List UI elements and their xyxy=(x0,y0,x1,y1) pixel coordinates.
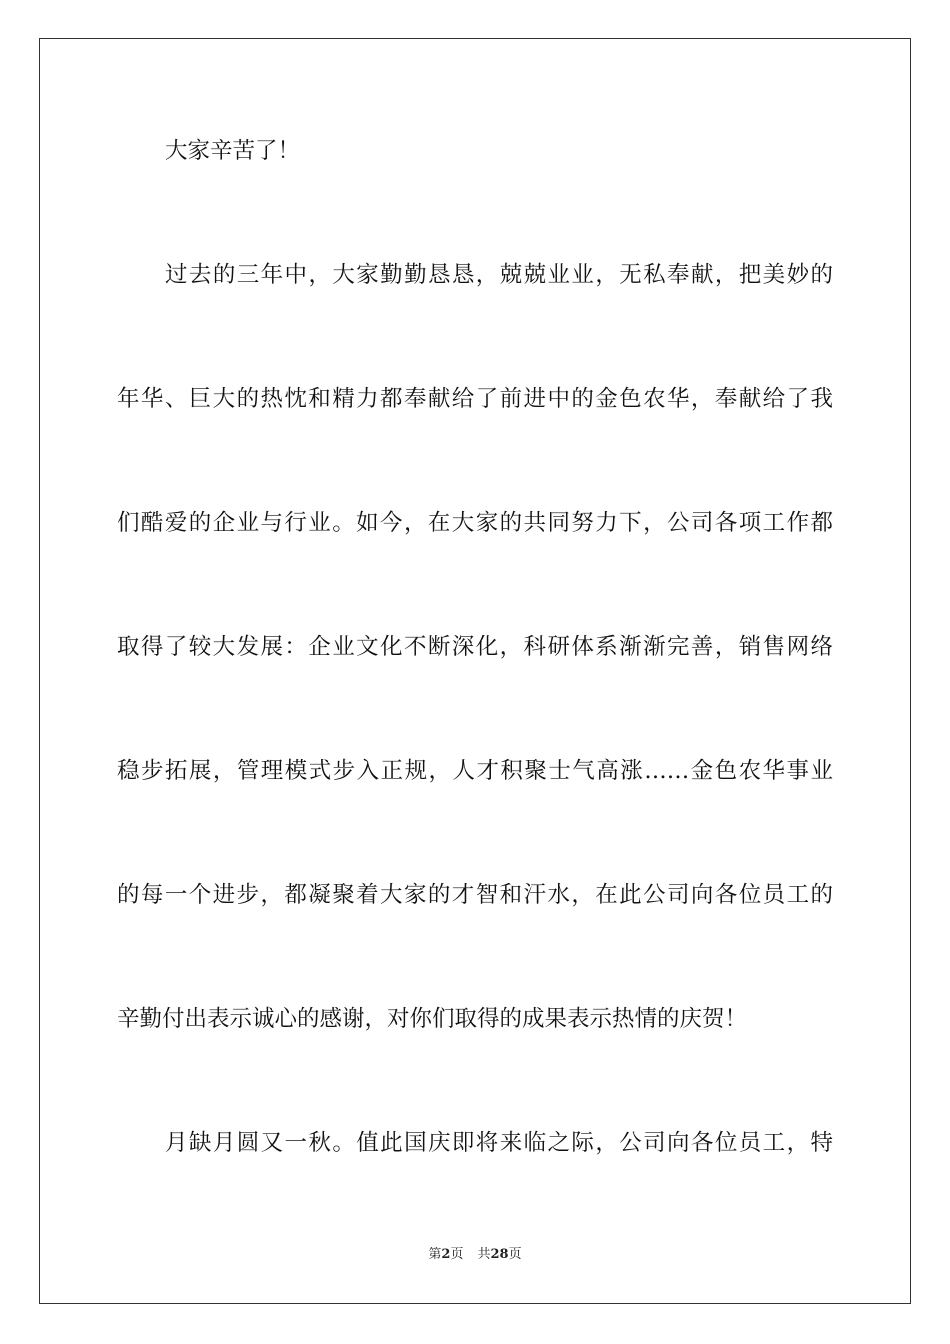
paragraph-line-8: 辛勤付出表示诚心的感谢，对你们取得的成果表示热情的庆贺！ xyxy=(117,1006,748,1032)
page-current: 2 xyxy=(441,1247,451,1262)
paragraph-line-6: 稳步拓展，管理模式步入正规，人才积聚士气高涨……金色农华事业 xyxy=(117,758,833,784)
page-border xyxy=(39,38,911,1304)
paragraph-line-2: 过去的三年中，大家勤勤恳恳，兢兢业业，无私奉献，把美妙的 xyxy=(165,262,833,288)
paragraph-line-3: 年华、巨大的热忱和精力都奉献给了前进中的金色农华，奉献给了我 xyxy=(117,386,833,412)
page-total: 28 xyxy=(490,1247,509,1262)
page-prefix: 第 xyxy=(428,1247,442,1262)
total-prefix: 共 xyxy=(477,1247,491,1262)
paragraph-line-7: 的每一个进步，都凝聚着大家的才智和汗水，在此公司向各位员工的 xyxy=(117,882,833,908)
paragraph-line-5: 取得了较大发展：企业文化不断深化，科研体系渐渐完善，销售网络 xyxy=(117,634,833,660)
total-unit: 页 xyxy=(508,1247,522,1262)
paragraph-line-4: 们酷爱的企业与行业。如今，在大家的共同努力下，公司各项工作都 xyxy=(117,510,833,536)
page-footer xyxy=(0,1246,950,1264)
page-unit: 页 xyxy=(450,1247,464,1262)
paragraph-line-1: 大家辛苦了！ xyxy=(165,138,301,164)
paragraph-line-9: 月缺月圆又一秋。值此国庆即将来临之际，公司向各位员工，特 xyxy=(165,1130,833,1156)
